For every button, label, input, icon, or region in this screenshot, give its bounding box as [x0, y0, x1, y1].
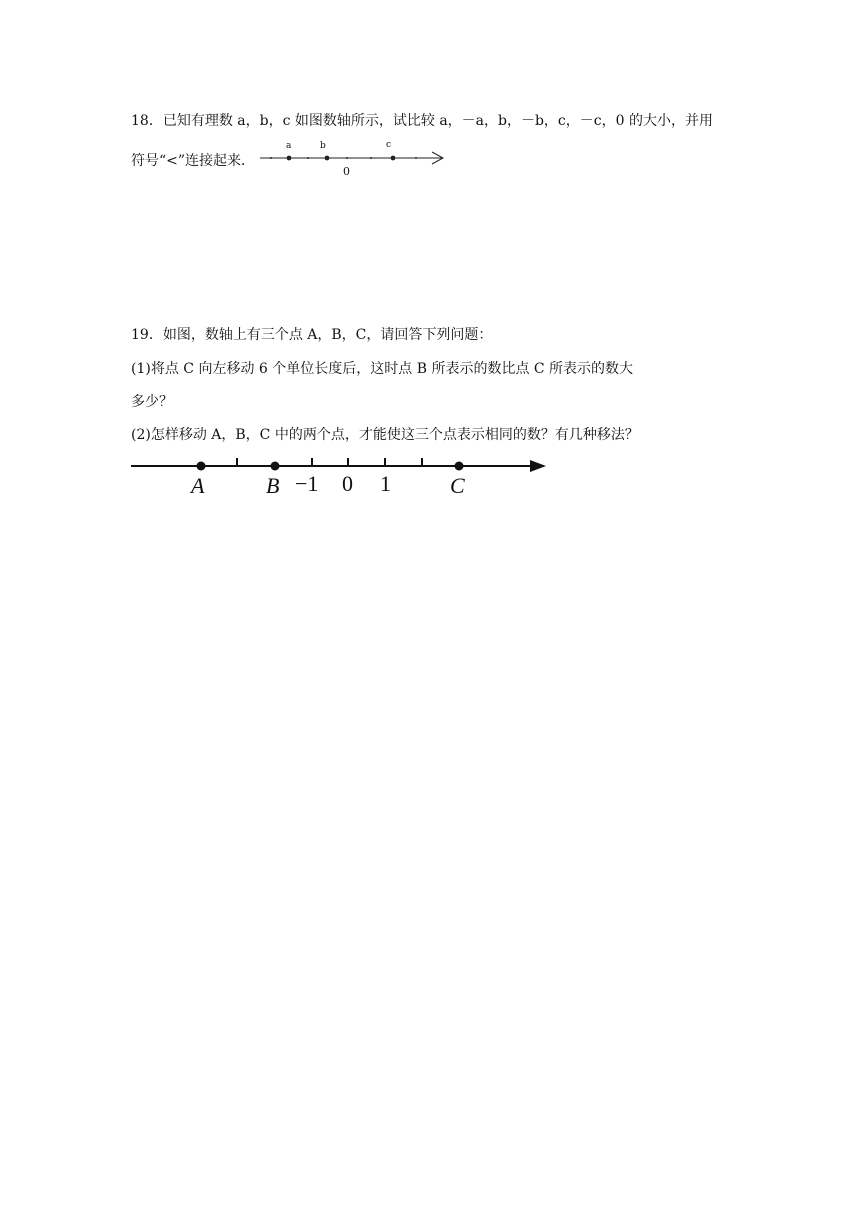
q19-tick-label-minus-1: −1	[295, 471, 319, 496]
q18-origin-label: 0	[343, 165, 350, 178]
q19-point-b	[271, 462, 280, 471]
question-18-text-line-1: 18．已知有理数 a，b，c 如图数轴所示，试比较 a，－a，b，－b，c，－c，0 的大小，并用	[131, 113, 713, 129]
q19-point-a	[197, 462, 206, 471]
q19-label-b: B	[266, 473, 280, 498]
q19-label-c: C	[450, 473, 465, 498]
q18-number-line	[260, 140, 443, 178]
q19-number-line	[131, 458, 546, 498]
q18-tick	[415, 157, 417, 159]
q18-tick-origin	[346, 157, 348, 159]
question-19-text-line-3: 多少？	[131, 394, 173, 410]
q18-tick	[307, 157, 309, 159]
q18-tick	[270, 157, 272, 159]
q18-label-a: a	[286, 141, 292, 151]
q19-label-a: A	[191, 473, 205, 498]
q19-point-c	[455, 462, 464, 471]
question-19-text-line-2: (1)将点 C 向左移动 6 个单位长度后，这时点 B 所表示的数比点 C 所表示的数大	[131, 361, 634, 377]
q19-tick-label-0: 0	[342, 471, 353, 496]
question-19-text-line-1: 19．如图，数轴上有三个点 A，B，C，请回答下列问题：	[131, 327, 493, 343]
q19-axis-arrow-icon	[530, 460, 546, 472]
question-18-text-line-2: 符号“<”连接起来．	[131, 153, 256, 169]
q18-label-b: b	[320, 141, 326, 151]
question-19-text-line-4: (2)怎样移动 A，B，C 中的两个点，才能使这三个点表示相同的数？有几种移法？	[131, 427, 639, 443]
q18-point-a	[287, 156, 292, 161]
q18-tick	[370, 157, 372, 159]
q19-tick-label-1: 1	[380, 471, 391, 496]
q18-point-c	[391, 156, 396, 161]
q18-point-b	[325, 156, 330, 161]
q18-label-c: c	[386, 140, 392, 150]
